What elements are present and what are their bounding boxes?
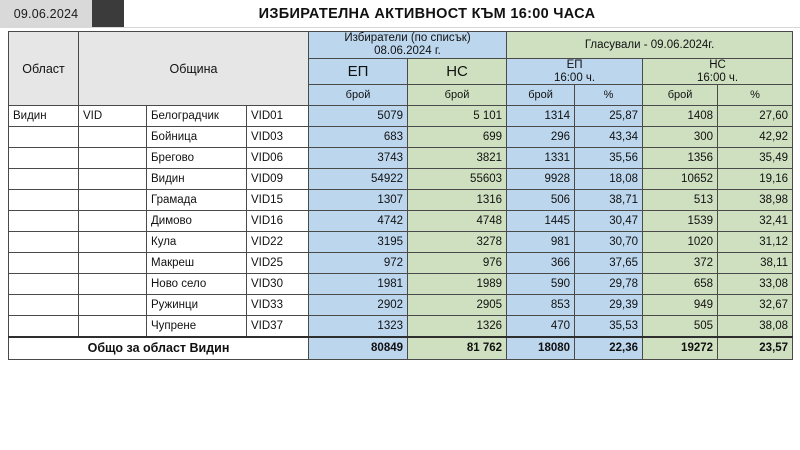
ns-list-count: 1989 <box>408 274 507 295</box>
page-title: ИЗБИРАТЕЛНА АКТИВНОСТ КЪМ 16:00 ЧАСА <box>258 5 596 22</box>
unit-ns-voted-count: брой <box>643 85 718 106</box>
region-code-empty <box>79 148 147 169</box>
region-code-empty <box>79 316 147 337</box>
ep-list-count: 4742 <box>309 211 408 232</box>
municipality-code: VID06 <box>247 148 309 169</box>
ep-voted-count: 1445 <box>507 211 575 232</box>
total-row <box>9 337 793 360</box>
region-code: VID <box>79 106 147 127</box>
subheader-ns-voted <box>643 59 793 85</box>
ep-list-count: 5079 <box>309 106 408 127</box>
unit-ns-voted-percent: % <box>718 85 793 106</box>
ns-voted-count: 300 <box>643 127 718 148</box>
ns-voted-percent: 42,92 <box>718 127 793 148</box>
region-name-empty <box>9 253 79 274</box>
group-header-voted <box>507 32 793 59</box>
region-code-empty <box>79 253 147 274</box>
group-header-voted-line1: Гласували - 09.06.2024г. <box>584 38 715 51</box>
header-bar <box>0 0 800 28</box>
table-row <box>9 127 793 148</box>
turnout-table-wrapper <box>8 31 792 360</box>
ep-list-count: 683 <box>309 127 408 148</box>
total-ep-voted-count: 18080 <box>507 337 575 360</box>
unit-ns-list-count: брой <box>408 85 507 106</box>
region-name-empty <box>9 148 79 169</box>
municipality-code: VID22 <box>247 232 309 253</box>
ep-voted-count: 296 <box>507 127 575 148</box>
ns-list-count: 976 <box>408 253 507 274</box>
region-name-empty <box>9 295 79 316</box>
table-row <box>9 232 793 253</box>
region-name-empty <box>9 190 79 211</box>
ns-voted-percent: 27,60 <box>718 106 793 127</box>
ns-voted-percent: 32,67 <box>718 295 793 316</box>
table-row <box>9 253 793 274</box>
total-ns-voted-count: 19272 <box>643 337 718 360</box>
table-row <box>9 106 793 127</box>
group-header-voters-line2: 08.06.2024 г. <box>374 45 441 57</box>
decorative-dark-block <box>92 0 124 27</box>
table-row <box>9 274 793 295</box>
municipality-code: VID09 <box>247 169 309 190</box>
subheader-ep-voted-line1: ЕП <box>566 59 583 71</box>
ns-voted-count: 949 <box>643 295 718 316</box>
municipality-name: Бойница <box>147 127 247 148</box>
ep-voted-percent: 25,87 <box>575 106 643 127</box>
ep-voted-percent: 29,78 <box>575 274 643 295</box>
ns-voted-count: 10652 <box>643 169 718 190</box>
bottom-spacer <box>0 444 800 450</box>
ns-voted-percent: 31,12 <box>718 232 793 253</box>
region-name-empty <box>9 127 79 148</box>
municipality-code: VID33 <box>247 295 309 316</box>
ns-voted-count: 1356 <box>643 148 718 169</box>
ns-voted-percent: 35,49 <box>718 148 793 169</box>
region-code-empty <box>79 190 147 211</box>
ep-voted-count: 981 <box>507 232 575 253</box>
table-head <box>9 32 793 106</box>
table-row <box>9 295 793 316</box>
ep-list-count: 54922 <box>309 169 408 190</box>
subheader-ep-list: ЕП <box>309 59 408 85</box>
ns-voted-percent: 38,11 <box>718 253 793 274</box>
municipality-name: Кула <box>147 232 247 253</box>
date-chip: 09.06.2024 <box>0 0 92 27</box>
table-body <box>9 106 793 360</box>
ep-voted-count: 853 <box>507 295 575 316</box>
region-code-empty <box>79 169 147 190</box>
ep-voted-count: 590 <box>507 274 575 295</box>
ns-list-count: 3821 <box>408 148 507 169</box>
ep-list-count: 1307 <box>309 190 408 211</box>
group-header-voters-list <box>309 32 507 59</box>
ns-list-count: 4748 <box>408 211 507 232</box>
municipality-name: Белоградчик <box>147 106 247 127</box>
municipality-name: Брегово <box>147 148 247 169</box>
municipality-code: VID25 <box>247 253 309 274</box>
total-ns-list-count: 81 762 <box>408 337 507 360</box>
region-name: Видин <box>9 106 79 127</box>
unit-ep-voted-count: брой <box>507 85 575 106</box>
ns-voted-percent: 33,08 <box>718 274 793 295</box>
ep-list-count: 2902 <box>309 295 408 316</box>
ns-voted-count: 1408 <box>643 106 718 127</box>
region-code-empty <box>79 211 147 232</box>
ns-voted-count: 658 <box>643 274 718 295</box>
municipality-name: Чупрене <box>147 316 247 337</box>
ns-list-count: 3278 <box>408 232 507 253</box>
ep-voted-percent: 30,47 <box>575 211 643 232</box>
ep-voted-count: 9928 <box>507 169 575 190</box>
municipality-code: VID30 <box>247 274 309 295</box>
region-name-empty <box>9 274 79 295</box>
region-code-empty <box>79 295 147 316</box>
ep-list-count: 1981 <box>309 274 408 295</box>
ns-voted-percent: 38,98 <box>718 190 793 211</box>
ns-voted-count: 1020 <box>643 232 718 253</box>
municipality-name: Димово <box>147 211 247 232</box>
ns-voted-percent: 19,16 <box>718 169 793 190</box>
ep-list-count: 3743 <box>309 148 408 169</box>
municipality-name: Макреш <box>147 253 247 274</box>
region-code-empty <box>79 127 147 148</box>
total-ns-voted-percent: 23,57 <box>718 337 793 360</box>
ns-voted-count: 372 <box>643 253 718 274</box>
table-row <box>9 148 793 169</box>
ns-list-count: 2905 <box>408 295 507 316</box>
ep-voted-percent: 35,56 <box>575 148 643 169</box>
subheader-ep-voted <box>507 59 643 85</box>
total-ep-voted-percent: 22,36 <box>575 337 643 360</box>
subheader-ns-list: НС <box>408 59 507 85</box>
ep-voted-percent: 38,71 <box>575 190 643 211</box>
ns-list-count: 55603 <box>408 169 507 190</box>
ns-voted-percent: 38,08 <box>718 316 793 337</box>
table-row <box>9 190 793 211</box>
ns-list-count: 1316 <box>408 190 507 211</box>
ns-list-count: 5 101 <box>408 106 507 127</box>
municipality-name: Грамада <box>147 190 247 211</box>
ep-voted-count: 1314 <box>507 106 575 127</box>
ns-voted-count: 505 <box>643 316 718 337</box>
ep-list-count: 3195 <box>309 232 408 253</box>
ep-list-count: 972 <box>309 253 408 274</box>
unit-ep-voted-percent: % <box>575 85 643 106</box>
ns-voted-count: 513 <box>643 190 718 211</box>
ep-voted-percent: 35,53 <box>575 316 643 337</box>
subheader-ns-voted-line2: 16:00 ч. <box>696 71 739 84</box>
col-header-region: Област <box>9 32 79 106</box>
total-label: Общо за област Видин <box>9 337 309 360</box>
turnout-table <box>8 31 793 360</box>
col-header-municipality: Община <box>79 32 309 106</box>
ns-voted-count: 1539 <box>643 211 718 232</box>
ep-voted-count: 366 <box>507 253 575 274</box>
ep-voted-count: 470 <box>507 316 575 337</box>
ep-voted-percent: 43,34 <box>575 127 643 148</box>
municipality-code: VID03 <box>247 127 309 148</box>
table-row <box>9 211 793 232</box>
region-code-empty <box>79 232 147 253</box>
municipality-code: VID15 <box>247 190 309 211</box>
ep-voted-percent: 18,08 <box>575 169 643 190</box>
subheader-ep-voted-line2: 16:00 ч. <box>553 71 596 84</box>
table-row <box>9 316 793 337</box>
municipality-code: VID37 <box>247 316 309 337</box>
ns-list-count: 699 <box>408 127 507 148</box>
ep-voted-count: 506 <box>507 190 575 211</box>
municipality-name: Ружинци <box>147 295 247 316</box>
subheader-ns-voted-line1: НС <box>709 59 726 71</box>
ep-voted-count: 1331 <box>507 148 575 169</box>
unit-ep-list-count: брой <box>309 85 408 106</box>
ep-voted-percent: 29,39 <box>575 295 643 316</box>
municipality-code: VID01 <box>247 106 309 127</box>
region-name-empty <box>9 169 79 190</box>
ns-voted-percent: 32,41 <box>718 211 793 232</box>
total-ep-list-count: 80849 <box>309 337 408 360</box>
group-header-voters-line1: Избиратели (по списък) <box>344 32 471 44</box>
ep-voted-percent: 37,65 <box>575 253 643 274</box>
municipality-name: Видин <box>147 169 247 190</box>
ep-voted-percent: 30,70 <box>575 232 643 253</box>
region-code-empty <box>79 274 147 295</box>
region-name-empty <box>9 232 79 253</box>
ep-list-count: 1323 <box>309 316 408 337</box>
header-row-groups <box>9 32 793 59</box>
municipality-code: VID16 <box>247 211 309 232</box>
table-row <box>9 169 793 190</box>
region-name-empty <box>9 316 79 337</box>
region-name-empty <box>9 211 79 232</box>
municipality-name: Ново село <box>147 274 247 295</box>
ns-list-count: 1326 <box>408 316 507 337</box>
